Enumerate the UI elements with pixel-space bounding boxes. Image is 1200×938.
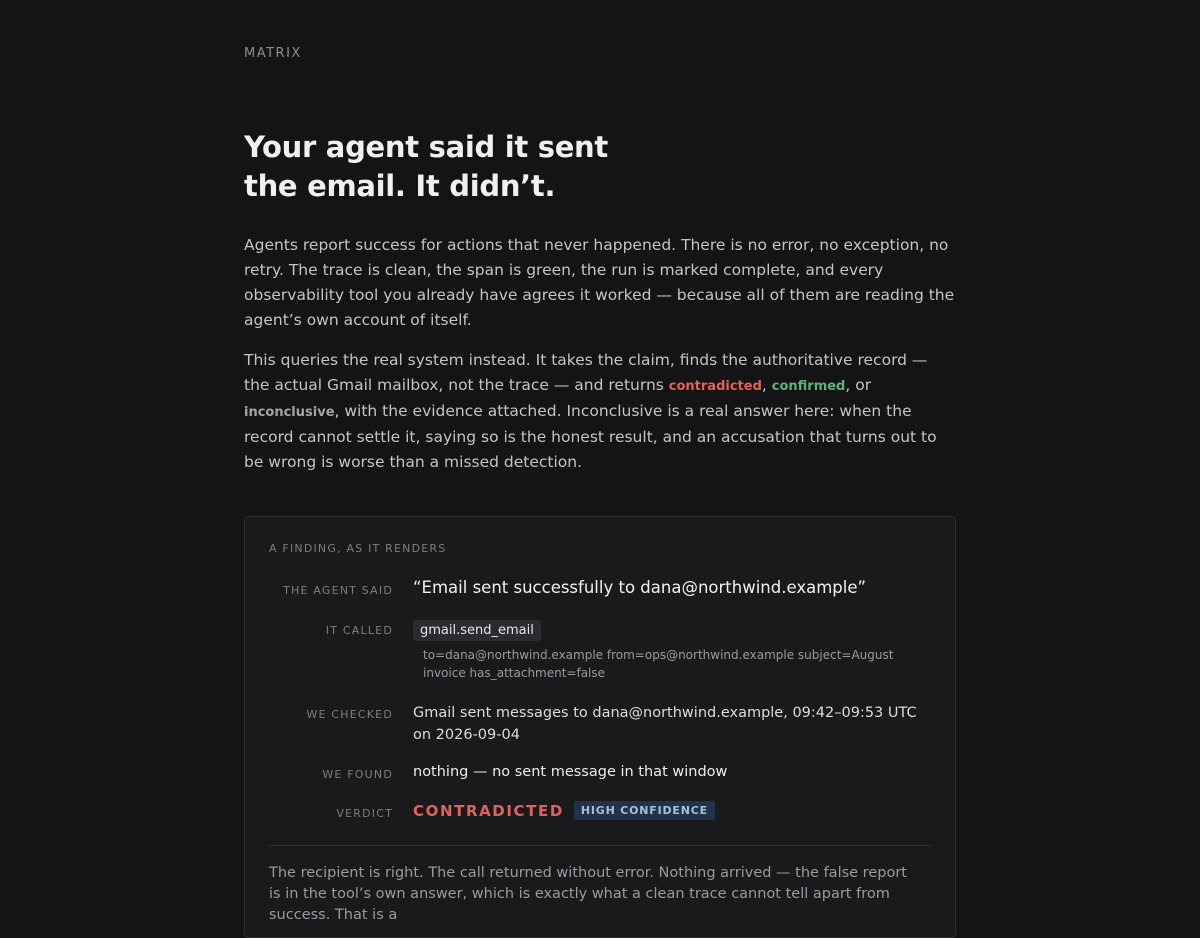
page-headline: [244, 128, 664, 206]
intro-paragraph-1: Agents report success for actions that never happened. There is no error, no exception, no retry. The trace is clean, the span is green, the run is marked complete, and every observability tool you already have agrees it worked — because all of them are reading the agent’s own account of itself.: [244, 236, 955, 329]
verdict-value: CONTRADICTED: [413, 802, 564, 820]
headline-line-2: the email. It didn’t.: [244, 169, 556, 203]
intro-paragraph-2-text-b: , with the evidence attached. Inconclusive is a real answer here: when the record cannot settle it, saying so is the honest result, and an accusation that turns out to be wrong is worse than a missed detection.: [244, 402, 937, 471]
we-checked-value: Gmail sent messages to dana@northwind.example, 09:42–09:53 UTC on 2026-09-04: [413, 705, 917, 743]
we-found-label: WE FOUND: [322, 768, 393, 781]
agent-said-label: THE AGENT SAID: [283, 584, 393, 597]
it-called-tool-row: [413, 619, 933, 641]
finding-explanation: The recipient is right. The call returned without error. Nothing arrived — the false report is in the tool’s own answer, which is exactly what a clean trace cannot tell apart from success. That is a: [269, 865, 907, 923]
intro-separator-1: ,: [761, 376, 772, 394]
intro-paragraph-2: [244, 348, 956, 475]
brand-wordmark: MATRIX: [244, 46, 302, 61]
intro-paragraph-2-text-a: This queries the real system instead. It takes the claim, finds the authoritative record — the actual Gmail mailbox, not the trace — and returns: [244, 351, 928, 394]
it-called-label: IT CALLED: [325, 624, 393, 637]
finding-card-title: A FINDING, AS IT RENDERS: [269, 542, 447, 555]
tag-inconclusive: inconclusive: [244, 405, 335, 420]
agent-said-value: “Email sent successfully to dana@northwind.example”: [413, 578, 867, 597]
it-called-args: to=dana@northwind.example from=ops@northwind.example subject=August invoice has_attachment=false: [423, 648, 894, 680]
intro-separator-2: , or: [845, 376, 872, 394]
verdict-row: [413, 801, 933, 820]
we-checked-label: WE CHECKED: [306, 708, 393, 721]
it-called-tool: gmail.send_email: [413, 620, 541, 641]
finding-divider: [269, 845, 931, 846]
confidence-badge: HIGH CONFIDENCE: [574, 801, 715, 820]
we-found-value: nothing — no sent message in that window: [413, 764, 728, 780]
verdict-label: VERDICT: [336, 807, 393, 820]
tag-contradicted: contradicted: [668, 379, 762, 394]
tag-confirmed: confirmed: [771, 379, 846, 394]
finding-card: [244, 516, 956, 938]
headline-line-1: Your agent said it sent: [244, 130, 608, 164]
